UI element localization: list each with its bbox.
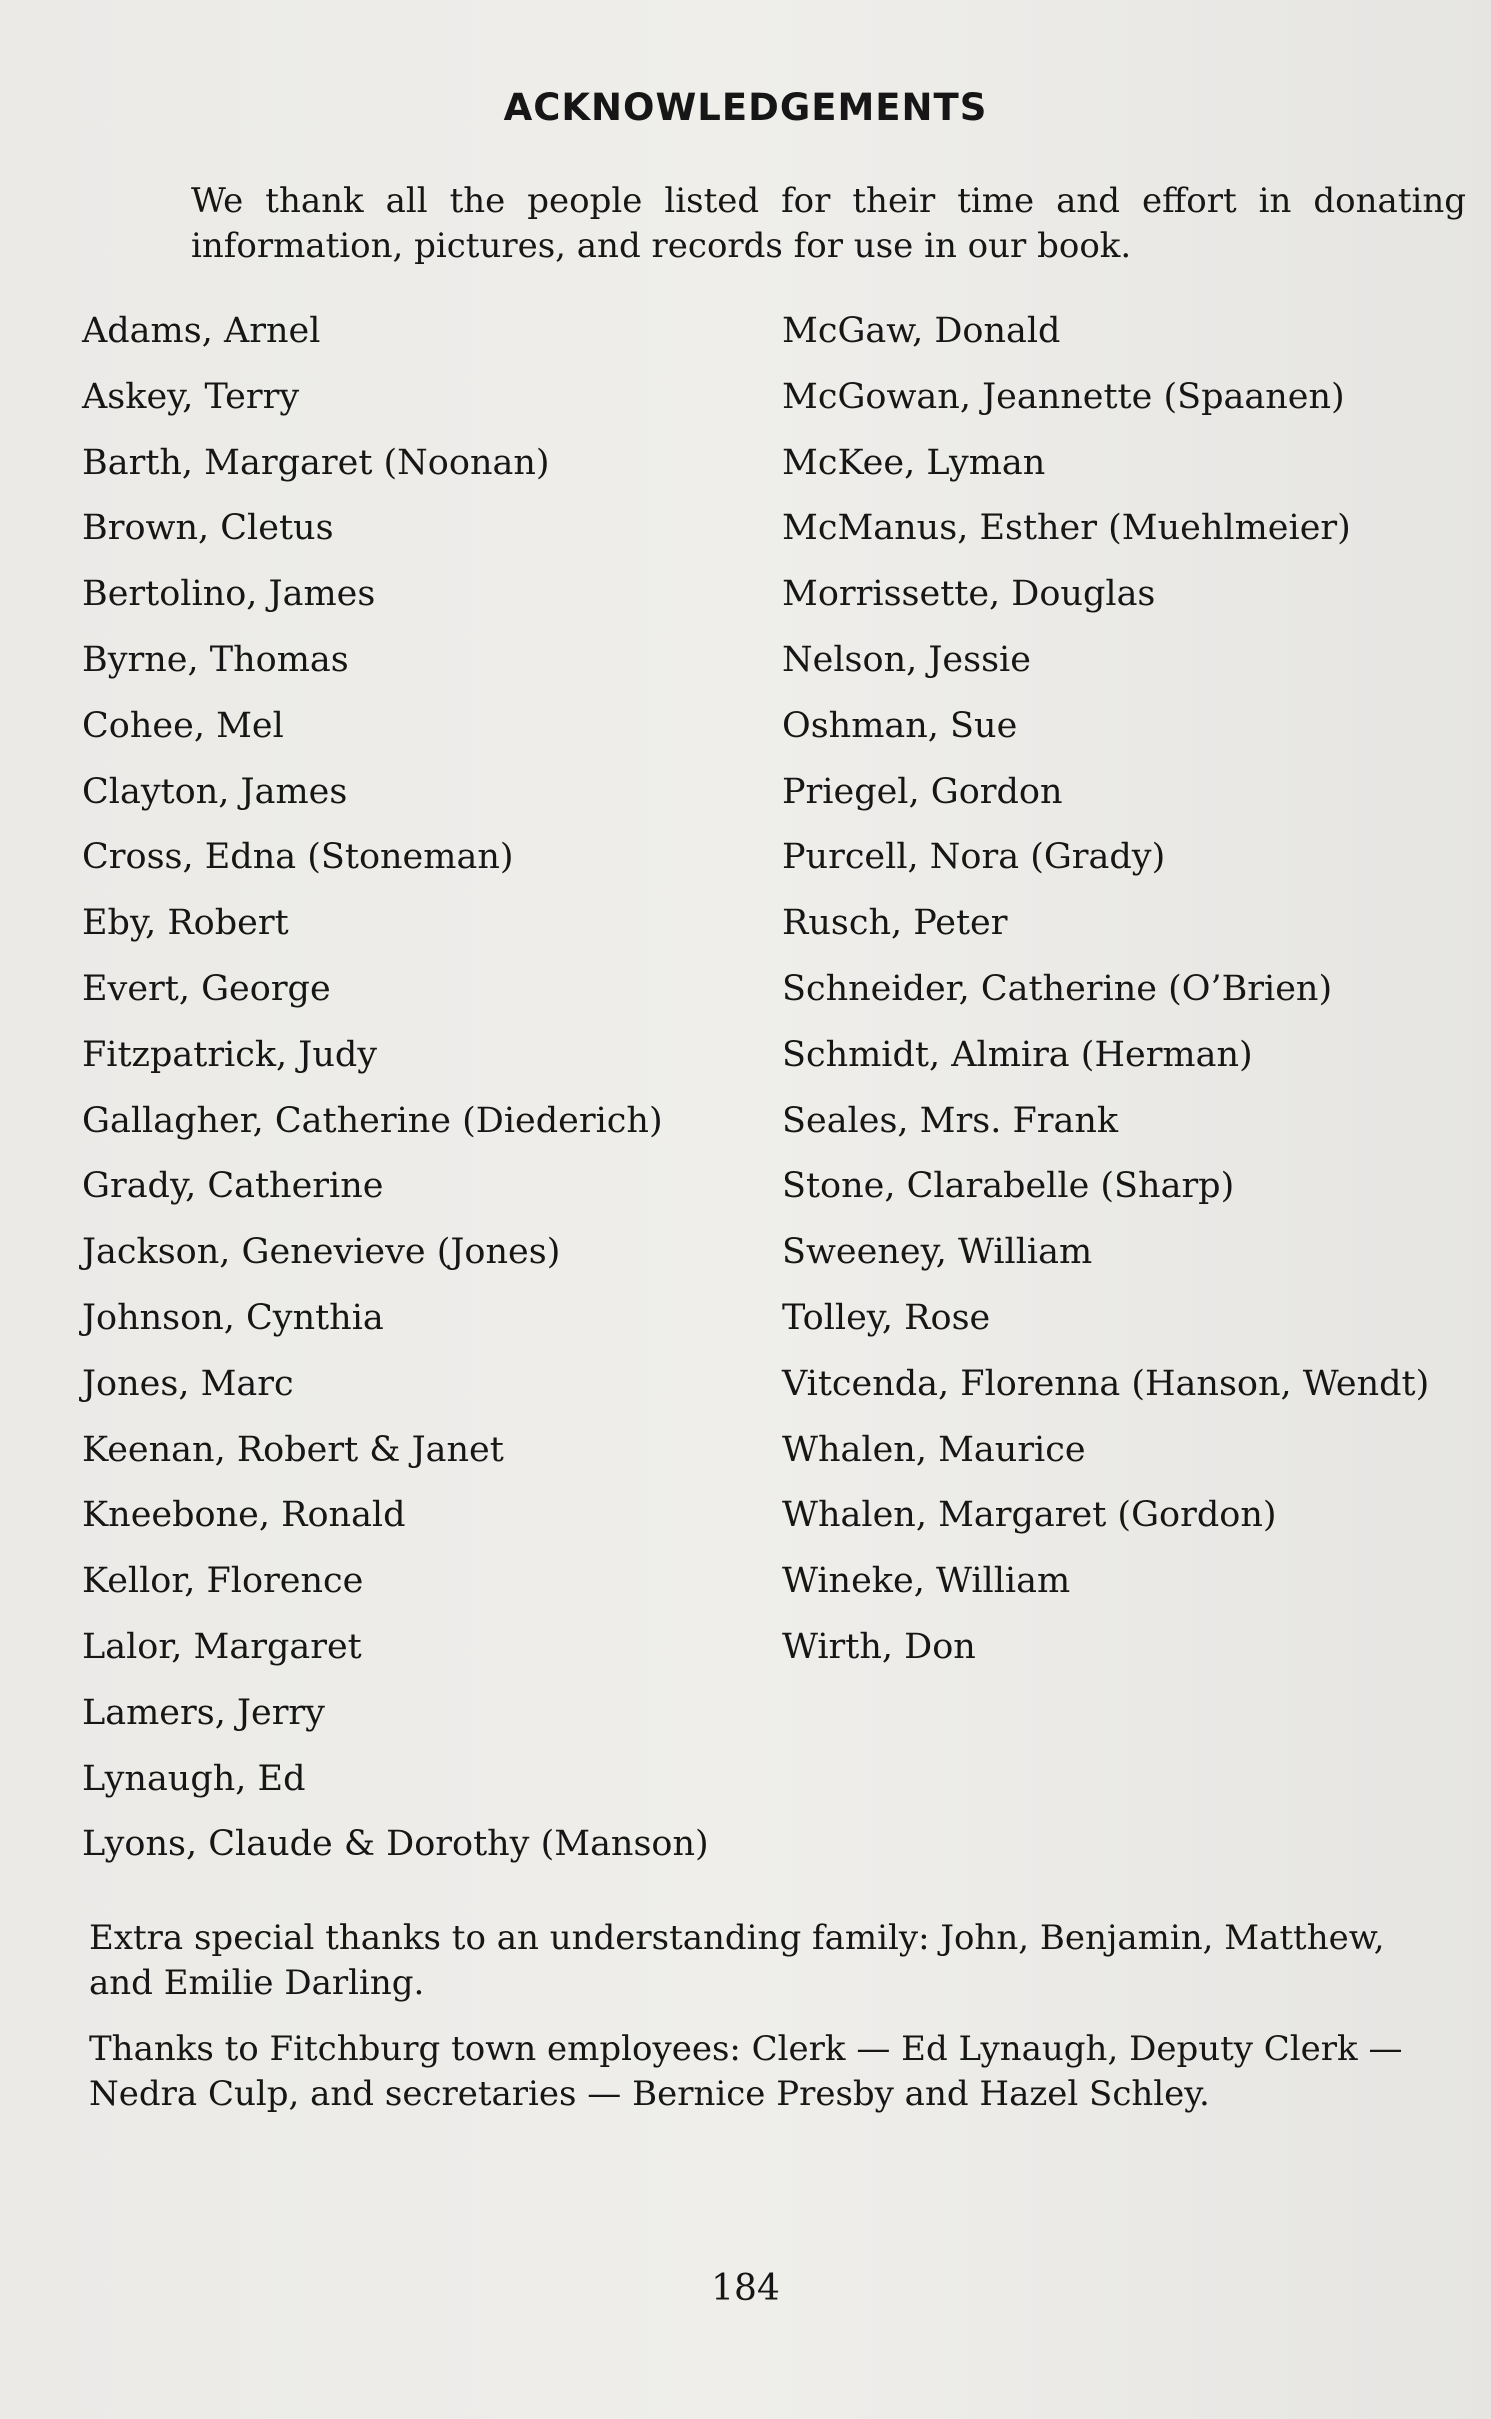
intro-paragraph: We thank all the people listed for their time and effort in donating information, pictures, and records for use in our book.: [191, 181, 1466, 266]
name-entry: Nelson, Jessie: [782, 639, 1031, 680]
names-column-left: [82, 311, 709, 1890]
name-entry: McManus, Esther (Muehlmeier): [782, 508, 1351, 549]
name-entry: Schmidt, Almira (Herman): [782, 1034, 1253, 1075]
name-entry: Cross, Edna (Stoneman): [82, 837, 514, 878]
family-thanks-paragraph: Extra special thanks to an understanding family: John, Benjamin, Matthew, and Emilie Darling.: [89, 1918, 1385, 2003]
name-entry: Keenan, Robert & Janet: [82, 1429, 504, 1470]
name-entry: Vitcenda, Florenna (Hanson, Wendt): [782, 1363, 1430, 1404]
name-entry: Barth, Margaret (Noonan): [82, 442, 550, 483]
name-entry: McGowan, Jeannette (Spaanen): [782, 376, 1345, 417]
town-thanks-paragraph: Thanks to Fitchburg town employees: Clerk — Ed Lynaugh, Deputy Clerk — Nedra Culp, and secretaries — Bernice Presby and Hazel Schley.: [89, 2029, 1403, 2114]
name-entry: Evert, George: [82, 968, 331, 1009]
page-number: 184: [711, 2268, 780, 2309]
name-entry: Sweeney, William: [782, 1232, 1093, 1273]
name-entry: Whalen, Margaret (Gordon): [782, 1495, 1277, 1536]
name-entry: McKee, Lyman: [782, 442, 1046, 483]
name-entry: Whalen, Maurice: [782, 1429, 1086, 1470]
name-entry: Lalor, Margaret: [82, 1626, 362, 1667]
name-entry: Brown, Cletus: [82, 508, 334, 549]
name-entry: Purcell, Nora (Grady): [782, 837, 1166, 878]
name-entry: Askey, Terry: [82, 376, 300, 417]
name-entry: Kellor, Florence: [82, 1561, 364, 1602]
name-entry: Eby, Robert: [82, 903, 289, 944]
name-entry: Jackson, Genevieve (Jones): [82, 1232, 561, 1273]
page-title: ACKNOWLEDGEMENTS: [503, 86, 988, 129]
name-entry: Morrissette, Douglas: [782, 574, 1156, 615]
names-column-right: [782, 311, 1429, 1693]
name-entry: Wirth, Don: [782, 1626, 976, 1667]
name-entry: Cohee, Mel: [82, 705, 284, 746]
name-entry: Gallagher, Catherine (Diederich): [82, 1100, 663, 1141]
name-entry: Oshman, Sue: [782, 705, 1018, 746]
name-entry: Byrne, Thomas: [82, 639, 349, 680]
name-entry: Adams, Arnel: [82, 311, 321, 351]
name-entry: Lamers, Jerry: [82, 1692, 325, 1733]
name-entry: Tolley, Rose: [782, 1297, 991, 1338]
name-entry: Lynaugh, Ed: [82, 1758, 306, 1799]
name-entry: Kneebone, Ronald: [82, 1495, 406, 1536]
name-entry: Jones, Marc: [82, 1363, 294, 1404]
name-entry: Schneider, Catherine (O’Brien): [782, 968, 1333, 1009]
name-entry: Fitzpatrick, Judy: [82, 1034, 378, 1075]
name-entry: Stone, Clarabelle (Sharp): [782, 1166, 1235, 1207]
name-entry: Wineke, William: [782, 1561, 1071, 1602]
name-entry: Johnson, Cynthia: [82, 1297, 384, 1338]
name-entry: Grady, Catherine: [82, 1166, 384, 1207]
name-entry: Seales, Mrs. Frank: [782, 1100, 1119, 1141]
name-entry: Priegel, Gordon: [782, 771, 1063, 812]
name-entry: Clayton, James: [82, 771, 348, 812]
name-entry: McGaw, Donald: [782, 311, 1061, 351]
name-entry: Rusch, Peter: [782, 903, 1008, 944]
name-entry: Bertolino, James: [82, 574, 376, 615]
name-entry: Lyons, Claude & Dorothy (Manson): [82, 1824, 709, 1865]
